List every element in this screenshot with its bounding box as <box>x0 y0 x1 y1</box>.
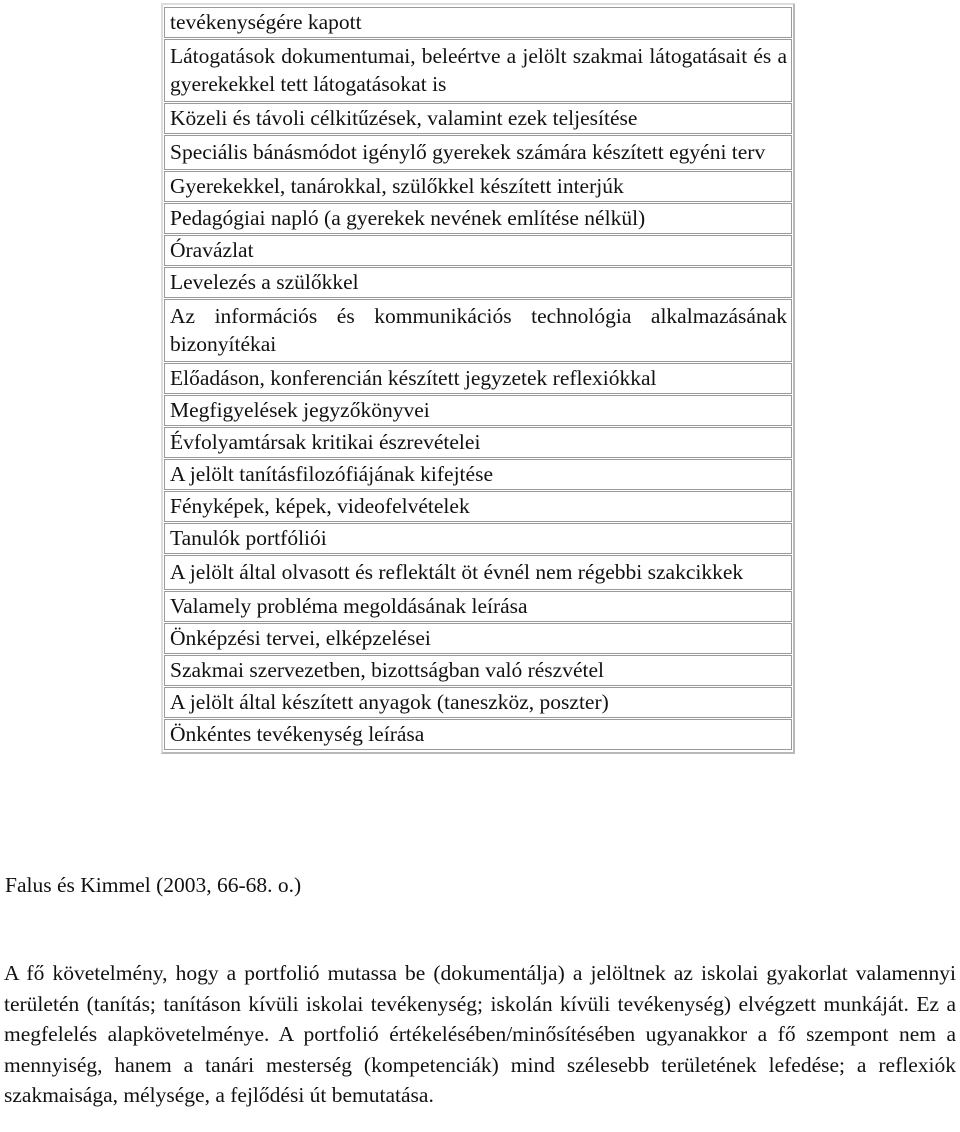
table-row: Fényképek, képek, videofelvételek <box>164 491 792 522</box>
table-row: Az információs és kommunikációs technológia alkalmazásának bizonyítékai <box>164 299 792 362</box>
table-row: Közeli és távoli célkitűzések, valamint ezek teljesítése <box>164 103 792 134</box>
portfolio-contents-table <box>161 3 795 754</box>
table-row: Gyerekekkel, tanárokkal, szülőkkel készített interjúk <box>164 171 792 202</box>
table-row: A jelölt tanításfilozófiájának kifejtése <box>164 459 792 490</box>
body-paragraph: A fő követelmény, hogy a portfolió mutassa be (dokumentálja) a jelöltnek az iskolai gyakorlat valamennyi területén (tanítás; tanításon kívüli iskolai tevékenység; iskolán kívüli tevékenység) elvégzett munkáját. Ez a megfelelés alapkövetelménye. A portfolió értékelésében/minősítésében ugyanakkor a fő szempont nem a mennyiség, hanem a tanári mesterség (kompetenciák) mind szélesebb területének lefedése; a reflexiók szakmaisága, mélysége, a fejlődési út bemutatása. <box>4 961 956 1107</box>
source-citation: Falus és Kimmel (2003, 66-68. o.) <box>5 873 302 897</box>
table-row: Levelezés a szülőkkel <box>164 267 792 298</box>
table-row: Szakmai szervezetben, bizottságban való részvétel <box>164 655 792 686</box>
table-row: Előadáson, konferencián készített jegyzetek reflexiókkal <box>164 363 792 394</box>
table-row: Óravázlat <box>164 235 792 266</box>
table-row: Önképzési tervei, elképzelései <box>164 623 792 654</box>
table-row: A jelölt által készített anyagok (taneszköz, poszter) <box>164 687 792 718</box>
table-row: Pedagógiai napló (a gyerekek nevének említése nélkül) <box>164 203 792 234</box>
table-row: A jelölt által olvasott és reflektált öt évnél nem régebbi szakcikkek <box>164 555 792 590</box>
table-row: Önkéntes tevékenység leírása <box>164 719 792 750</box>
table-row: Tanulók portfóliói <box>164 523 792 554</box>
table-row: tevékenységére kapott <box>164 7 792 38</box>
table-row: Évfolyamtársak kritikai észrevételei <box>164 427 792 458</box>
table-row: Valamely probléma megoldásának leírása <box>164 591 792 622</box>
table-row: Megfigyelések jegyzőkönyvei <box>164 395 792 426</box>
table-row: Látogatások dokumentumai, beleértve a jelölt szakmai látogatásait és a gyerekekkel tett látogatásokat is <box>164 39 792 102</box>
table-row: Speciális bánásmódot igénylő gyerekek számára készített egyéni terv <box>164 135 792 170</box>
